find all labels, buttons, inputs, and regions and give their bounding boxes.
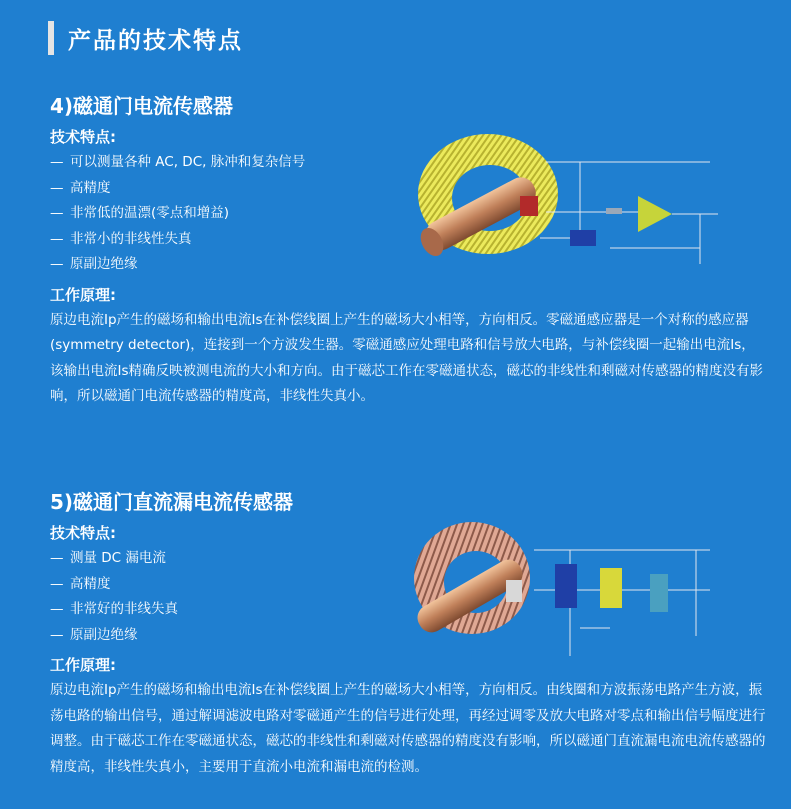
feature-text: 非常小的非线性失真 — [70, 230, 192, 247]
fluxgate-probe — [506, 580, 522, 602]
feature-text: 可以测量各种 AC, DC, 脉冲和复杂信号 — [70, 154, 306, 170]
principle-text: 原边电流Ip产生的磁场和输出电流Is在补偿线圈上产生的磁场大小相等，方向相反。零磁通感应器是一个对称的感应器(symmetry detector)，连接到一个方波发生器。零磁通感应处理电路和信号放大电路，与补偿线圈一起输出电流Is，该输出电流Is精确反映被测电流的大小和方向。由于磁芯工作在零磁通状态，磁芯的非线性和剩磁对传感器的精度没有影响，所以磁通门电流传感器的精度高，非线性失真小。 — [50, 311, 764, 405]
principle-title: 工作原理: — [50, 656, 116, 675]
dash-bullet: — — [50, 550, 64, 566]
feature-text: 高精度 — [70, 575, 111, 592]
fluxgate-leakage-sensor-diagram — [410, 516, 730, 666]
dash-bullet: — — [50, 154, 64, 170]
features-title: 技术特点: — [50, 524, 116, 542]
page-title: 产品的技术特点 — [68, 27, 243, 54]
feature-text: 原副边绝缘 — [70, 626, 138, 643]
section-title: 5)磁通门直流漏电流传感器 — [50, 490, 294, 514]
dash-bullet: — — [50, 575, 64, 592]
header-accent-bar — [48, 21, 54, 55]
dash-bullet: — — [50, 230, 64, 247]
amplifier-block — [650, 574, 668, 612]
feature-text: 测量 DC 漏电流 — [70, 550, 166, 566]
feature-text: 非常低的温漂(零点和增益) — [70, 205, 230, 222]
resistor-symbol — [606, 208, 622, 214]
feature-text: 高精度 — [70, 179, 111, 196]
features-title: 技术特点: — [50, 128, 116, 146]
fluxgate-sensor-diagram — [410, 128, 730, 278]
circuit-wires — [540, 162, 718, 264]
fluxgate-probe — [520, 196, 538, 216]
oscillator-block — [555, 564, 577, 608]
principle-title: 工作原理: — [50, 285, 116, 304]
amplifier-symbol — [638, 196, 672, 232]
dash-bullet: — — [50, 626, 64, 643]
feature-text: 原副边绝缘 — [70, 256, 138, 273]
square-wave-generator-block — [570, 230, 596, 246]
dash-bullet: — — [50, 179, 64, 196]
dash-bullet: — — [50, 205, 64, 222]
dash-bullet: — — [50, 601, 64, 618]
principle-text: 原边电流Ip产生的磁场和输出电流Is在补偿线圈上产生的磁场大小相等，方向相反。由线圈和方波振荡电路产生方波，振荡电路的输出信号，通过解调滤波电路对零磁通产生的信号进行处理，再经过调零及放大电路对零点和输出信号幅度进行调整。由于磁芯工作在零磁通状态，磁芯的非线性和剩磁对传感器的精度没有影响，所以磁通门直流漏电流电流传感器的精度高，非线性失真小，主要用于直流小电流和漏电流的检测。 — [50, 682, 766, 775]
demodulator-filter-block — [600, 568, 622, 608]
section-title: 4)磁通门电流传感器 — [50, 94, 234, 118]
dash-bullet: — — [50, 256, 64, 273]
page-header — [48, 18, 243, 58]
feature-text: 非常好的非线失真 — [70, 601, 178, 618]
